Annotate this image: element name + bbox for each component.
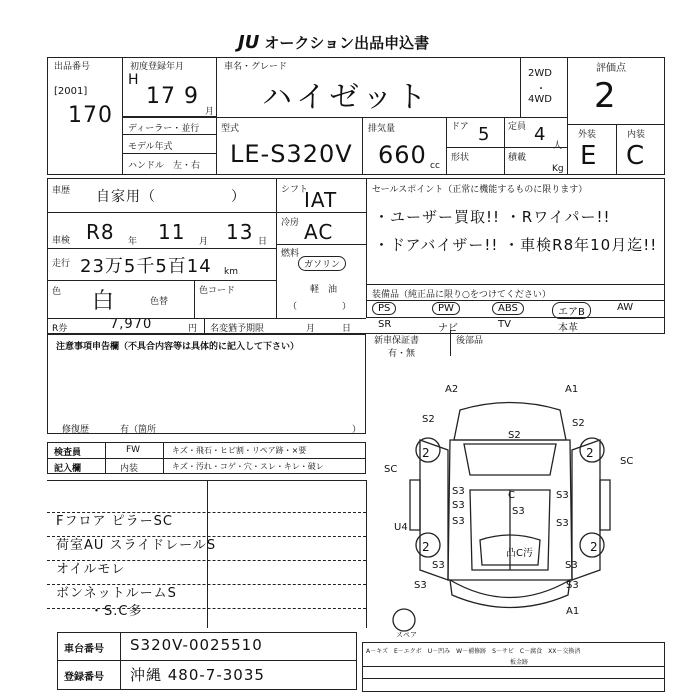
score-label: 評価点: [596, 63, 626, 74]
damage-mark: S3: [556, 490, 569, 501]
registration-month: 9: [184, 84, 199, 109]
equipment-item: 本革: [558, 323, 578, 334]
deadline-month: 月: [306, 324, 316, 334]
drive-dot: ・: [536, 84, 546, 95]
legend-row1: A－キズ E－エクボ U－凹み W－補修跡 S－サビ C－腐食 XX－交換済: [366, 648, 581, 655]
fuel-other: （ ）: [288, 302, 352, 312]
lot-number: 170: [68, 103, 113, 128]
color-value: 白: [92, 289, 116, 314]
damage-mark: U4: [394, 522, 408, 533]
equipment-item: SR: [378, 319, 392, 330]
remark-line: 荷室AU スライドレールS: [56, 538, 217, 553]
model-year-label: モデル年式: [128, 142, 173, 152]
model-label: 車名・グレード: [224, 62, 288, 72]
plate-value: 沖縄 480-7-3035: [130, 666, 265, 684]
displacement-unit: cc: [430, 161, 440, 171]
history-value: 自家用（ ）: [96, 189, 246, 205]
remark-line: Fフロア ピラーSC: [56, 514, 173, 529]
damage-mark: S3: [432, 560, 445, 571]
ext-grade-value: E: [580, 141, 598, 171]
shift-label: シフト: [281, 185, 309, 195]
history-label: 車歴: [52, 186, 71, 196]
damage-mark: S3: [452, 486, 465, 497]
fuel-gasoline-circled: ガソリン: [298, 256, 346, 271]
damage-mark: C: [508, 490, 515, 501]
repair-label: 修復歴: [62, 425, 90, 435]
checker-label: 検査員: [54, 448, 82, 458]
doors-label: ドア: [451, 122, 469, 132]
int-grade-value: C: [626, 141, 646, 171]
displacement-value: 660: [378, 141, 427, 169]
drive-2wd: 2WD: [528, 68, 552, 79]
mileage-label: 走行: [52, 259, 71, 269]
inspection-m: 月: [199, 237, 209, 247]
equipment-item: ナビ: [438, 323, 458, 334]
doors-value: 5: [478, 124, 491, 145]
spare-tire-label: スペア: [396, 631, 417, 639]
damage-mark: S3: [556, 518, 569, 529]
drive-4wd: 4WD: [528, 94, 552, 105]
type-label: 型式: [221, 124, 240, 134]
lot-code: [2001]: [54, 86, 88, 97]
equipment-item: PS: [372, 302, 396, 315]
header: [238, 32, 429, 53]
ac-label: 冷房: [281, 218, 300, 228]
color-code-label: 色コード: [199, 286, 236, 296]
mileage-unit: km: [224, 267, 238, 277]
checker-fw: FW: [126, 445, 141, 455]
plate-label: 登録番号: [64, 672, 104, 683]
registration-label: 初度登録年月: [130, 62, 185, 72]
mileage-value: 23万5千5百14: [80, 256, 212, 277]
damage-mark: S3: [414, 580, 427, 591]
entry-label: 記入欄: [54, 464, 82, 474]
model-name: ハイゼット: [262, 80, 431, 115]
recycle-label: R券: [52, 324, 68, 334]
checker-row2: キズ・汚れ・コゲ・穴・スレ・キレ・破レ: [172, 462, 324, 471]
damage-mark: S3: [566, 580, 579, 591]
checker-row1: キズ・飛石・ヒビ割・リペア跡・×要: [172, 446, 307, 455]
ext-grade-label: 外装: [578, 130, 597, 140]
sales-points-label: セールスポイント（正常に機能するものに限ります）: [372, 185, 588, 195]
repair-close: ）: [352, 425, 362, 435]
inspection-day: 13: [226, 220, 254, 244]
tire-grade: 2: [422, 446, 431, 460]
inspection-era: R8: [86, 220, 115, 244]
handle-label: ハンドル 左・右: [128, 161, 201, 171]
deadline-label: 名変猶予期限: [210, 324, 265, 334]
score-value: 2: [594, 76, 617, 116]
recycle-value: 7,970: [110, 317, 153, 332]
ju-logo: JU: [238, 32, 260, 53]
capacity-unit: 人: [553, 141, 563, 151]
fuel-diesel: 軽 油: [310, 285, 338, 295]
type-value: LE-S320V: [230, 140, 353, 168]
tire-grade: 2: [586, 446, 595, 460]
ac-value: AC: [304, 220, 334, 244]
inspection-year: 11: [158, 220, 186, 244]
chassis-label: 車台番号: [64, 644, 104, 655]
damage-mark: S3: [452, 500, 465, 511]
color-label: 色: [52, 287, 62, 297]
load-unit: Kg: [552, 164, 564, 174]
equipment-item: ABS: [492, 302, 524, 315]
damage-mark: A1: [565, 384, 579, 395]
damage-mark: A1: [566, 606, 580, 617]
tire-grade: 2: [590, 540, 599, 554]
damage-mark: 凸C汚: [506, 548, 533, 559]
registration-era: H: [128, 72, 140, 88]
damage-mark: S3: [452, 516, 465, 527]
new-car-value: 有・無: [388, 349, 416, 359]
checker-interior: 内装: [120, 464, 139, 474]
dealer-label: ディーラー・並行: [128, 124, 200, 134]
rear-parts-label: 後部品: [456, 336, 484, 346]
tire-grade: 2: [422, 540, 431, 554]
damage-mark: S2: [572, 418, 585, 429]
capacity-label: 定員: [508, 122, 527, 132]
lot-label: 出品番号: [54, 62, 91, 72]
shift-value: IAT: [304, 188, 338, 212]
color-change-label: 色替: [150, 297, 169, 307]
remark-line: ・S.C多: [90, 604, 143, 619]
form-title: オークション出品申込書: [264, 34, 430, 52]
remark-line: ボンネットルームS: [56, 586, 177, 601]
registration-month-suffix: 月: [205, 107, 215, 117]
damage-mark: SC: [384, 464, 398, 475]
damage-mark: S3: [512, 506, 525, 517]
notes-label: 注意事項申告欄（不具合内容等は具体的に記入して下さい）: [56, 342, 300, 352]
capacity-value: 4: [534, 124, 547, 145]
damage-mark: S2: [508, 430, 521, 441]
equipment-label: 装備品（純正品に限り○をつけてください）: [372, 290, 551, 300]
recycle-unit: 円: [188, 324, 198, 334]
damage-mark: S3: [565, 560, 578, 571]
equipment-item: TV: [498, 319, 511, 330]
fuel-label: 燃料: [281, 249, 300, 259]
legend-row2: 板金跡: [510, 659, 529, 666]
deadline-day: 日: [342, 324, 352, 334]
damage-mark: S2: [422, 414, 435, 425]
damage-mark: SC: [620, 456, 634, 467]
equipment-item: AW: [617, 302, 634, 313]
equipment-item: エアB: [552, 302, 591, 319]
sales-points-line2: ・ドアバイザー!! ・車検R8年10月迄!!: [374, 236, 658, 254]
inspection-d: 日: [258, 237, 268, 247]
body-shape-label: 形状: [451, 153, 470, 163]
int-grade-label: 内装: [627, 130, 646, 140]
equipment-item: PW: [432, 302, 460, 315]
repair-value: 有（箇所: [120, 425, 157, 435]
load-label: 積載: [508, 153, 527, 163]
remark-line: オイルモレ: [56, 562, 126, 577]
displacement-label: 排気量: [368, 124, 396, 134]
chassis-value: S320V-0025510: [130, 636, 263, 654]
registration-year: 17: [146, 84, 176, 109]
damage-mark: A2: [445, 384, 459, 395]
sales-points-line1: ・ユーザー買取!! ・Rワイパー!!: [374, 208, 611, 226]
new-car-label: 新車保証書: [374, 336, 420, 346]
inspection-label: 車検: [52, 236, 71, 246]
inspection-y: 年: [128, 237, 138, 247]
